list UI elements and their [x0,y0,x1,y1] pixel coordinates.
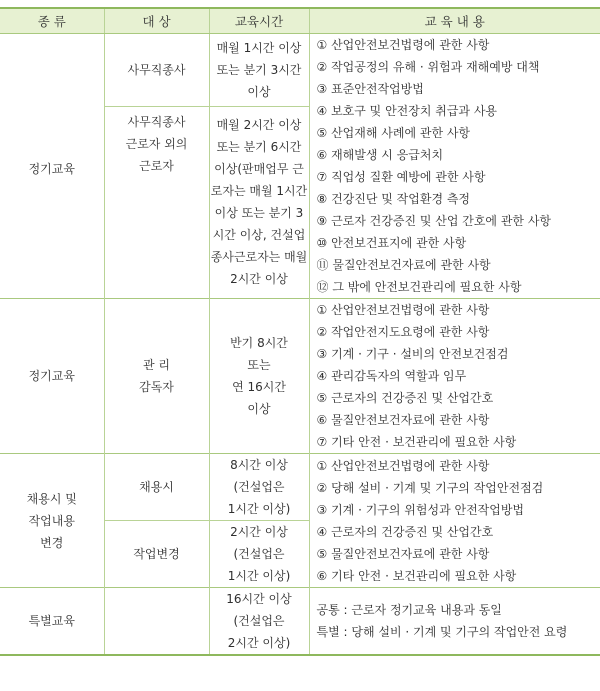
sec3-content [309,454,600,588]
content-item: ⑧ 건강진단 및 작업환경 측정 [316,192,471,206]
sec3-target-2-line: 작업변경 [133,547,180,561]
sec3-time-1-line: 8시간 이상 [230,458,288,472]
sec1-content [309,34,600,299]
content-item: ⑫ 그 밖에 안전보건관리에 필요한 사항 [316,280,522,294]
content-item: ⑥ 재해발생 시 응급처치 [316,148,444,162]
sec1-time-2-line: 또는 분기 6시간 [216,140,302,155]
content-item: ⑥ 기타 안전 · 보건관리에 필요한 사항 [316,568,517,583]
sec4-type: 특별교육 [0,588,104,656]
sec4-time-line: (건설업은 [233,614,285,628]
content-item: ② 작업공정의 유해 · 위험과 재해예방 대책 [316,60,540,74]
sec4-content [309,588,600,656]
sec1-time-2-line: 이상(판매업무 근 [214,162,304,177]
sec3-target-1 [104,454,209,521]
sec1-target-2-line: 근로자 외의 [125,136,188,151]
content-item: ⑩ 안전보건표지에 관한 사항 [316,236,467,250]
sec3-type [0,454,104,588]
content-item: ⑥ 물질안전보건자료에 관한 사항 [316,413,490,427]
content-item: ② 작업안전지도요령에 관한 사항 [316,325,490,339]
content-item: ⑤ 산업재해 사례에 관한 사항 [316,126,471,140]
sec1-target-1 [104,34,209,107]
sec3-target-2 [104,521,209,588]
sec2-time-line: 이상 [247,402,271,416]
sec3-time-2-line: 1시간 이상) [227,569,291,583]
sec2-time-line: 또는 [247,358,271,372]
safety-education-table [0,7,600,656]
content-item: ③ 표준안전작업방법 [316,82,424,96]
sec2-time [209,299,309,454]
content-item: ④ 보호구 및 안전장치 취급과 사용 [316,104,498,118]
sec3-target-1-line: 채용시 [139,480,174,494]
sec1-type: 정기교육 [28,162,75,176]
sec2-time-line: 반기 8시간 [230,336,288,350]
content-item: ① 산업안전보건법령에 관한 사항 [316,38,490,52]
header-row [0,8,600,34]
content-item: ⑦ 기타 안전 · 보건관리에 필요한 사항 [316,435,517,449]
content-item: ⑦ 직업성 질환 예방에 관한 사항 [316,170,486,184]
sec4-time-line: 16시간 이상 [226,592,292,606]
header-time: 교육시간 [209,8,309,34]
sec2-target [104,299,209,454]
sec2-target-line: 관 리 [143,358,170,372]
header-type: 종 류 [0,8,104,34]
sec1-target-2-line: 사무직종사 [127,114,186,129]
sec3-type-line: 채용시 및 [26,491,77,506]
sec1-time-2-line: 2시간 이상 [230,272,288,287]
content-item: ③ 기계 · 기구 · 설비의 안전보건점검 [316,347,509,361]
content-item: ⑤ 물질안전보건자료에 관한 사항 [316,546,490,561]
sec3-time-1-line: (건설업은 [233,480,285,494]
sec2-content [309,299,600,454]
sec3-time-2-line: 2시간 이상 [230,525,288,539]
sec1-row1 [0,34,600,107]
sec3-time-2-line: (건설업은 [233,547,285,561]
sec1-time-1 [209,34,309,107]
sec3-time-1 [209,454,309,521]
content-item: ⑪ 물질안전보건자료에 관한 사항 [316,258,491,272]
content-item: 공통 : 근로자 정기교육 내용과 동일 [316,603,502,617]
sec2-time-line: 연 16시간 [232,380,286,394]
sec2-row [0,299,600,454]
sec1-time-2-line: 시간 이상, 건설업 [212,228,306,243]
sec1-target-1-line: 사무직종사 [127,62,186,77]
content-item: ④ 관리감독자의 역할과 임무 [316,369,467,383]
header-content: 교 육 내 용 [309,8,600,34]
content-item: ② 당해 설비 · 기계 및 기구의 작업안전점검 [316,480,544,495]
sec4-row [0,588,600,656]
content-item: ④ 근로자의 건강증진 및 산업간호 [316,524,494,539]
sec3-time-2 [209,521,309,588]
content-item: ① 산업안전보건법령에 관한 사항 [316,458,490,473]
content-item: ⑤ 근로자의 건강증진 및 산업간호 [316,391,494,405]
header-target: 대 상 [104,8,209,34]
sec4-time [209,588,309,656]
sec1-time-2-line: 이상 또는 분기 3 [214,206,304,221]
content-item: ③ 기계 · 기구의 위험성과 안전작업방법 [316,502,525,517]
sec3-type-line: 변경 [40,535,64,550]
sec1-time-1-line: 또는 분기 3시간 [216,62,302,77]
sec2-target-line: 감독자 [139,380,174,394]
sec4-target-empty [104,588,209,656]
sec1-time-2-line: 매월 2시간 이상 [216,118,302,133]
sec4-time-line: 2시간 이상) [227,636,291,650]
sec1-time-2 [209,106,309,298]
sec1-target-2 [104,106,209,298]
sec1-time-2-line: 로자는 매월 1시간 [210,184,308,199]
content-item: ① 산업안전보건법령에 관한 사항 [316,303,490,317]
sec2-type: 정기교육 [0,299,104,454]
content-item: ⑨ 근로자 건강증진 및 산업 간호에 관한 사항 [316,214,552,228]
sec1-time-1-line: 매월 1시간 이상 [216,40,302,55]
sec3-type-line: 작업내용 [28,513,75,528]
sec1-target-2-line: 근로자 [139,158,174,173]
sec1-time-1-line: 이상 [247,84,271,99]
content-item: 특별 : 당해 설비 · 기계 및 기구의 작업안전 요령 [316,625,568,639]
sec1-time-2-line: 종사근로자는 매월 [210,250,308,265]
sec3-time-1-line: 1시간 이상) [227,502,291,516]
sec3-row1 [0,454,600,521]
